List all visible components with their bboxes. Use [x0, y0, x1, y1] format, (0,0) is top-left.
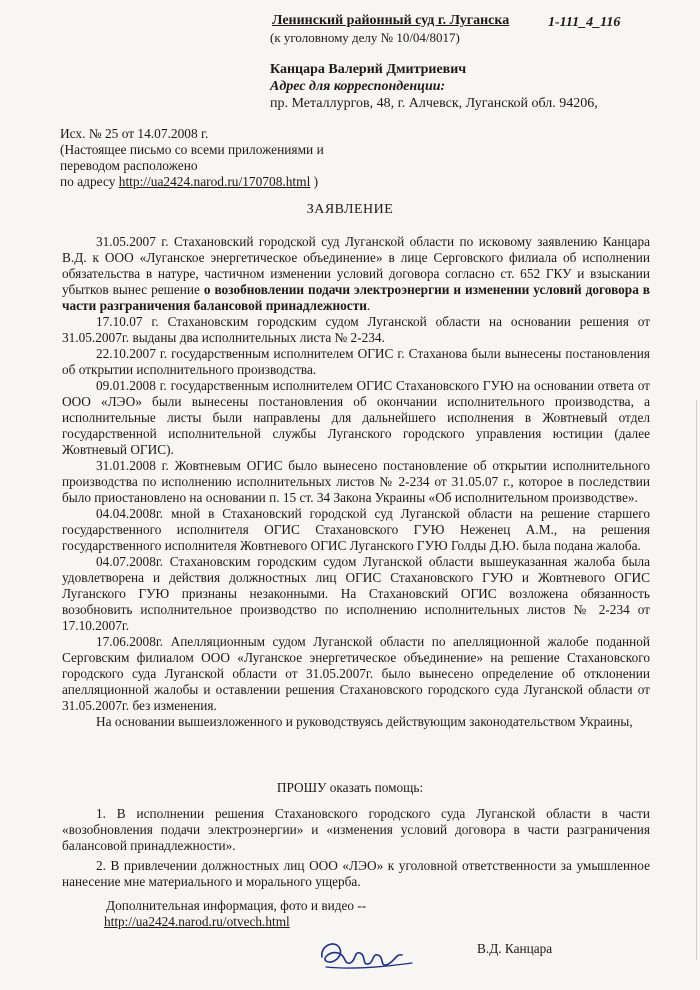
- paragraph: 09.01.2008 г. государственным исполнителем ОГИС Стахановского ГУЮ на основании ответа от ООО «ЛЭО» были вынесены постановления об окончании исполнительного производства, а исполнительные листы были направлены для дальнейшего исполнения в Жовтневый отдел государственной исполнительной службы Луганского городского управления юстиции (далее Жовтневый ОГИС).: [62, 378, 650, 457]
- paragraph-text: 31.05.2007 г. Стахановский городской суд Луганской области по исковому заявлению Канцара В.Д. к ООО «Луганское энергетическое объединение» в лице Серговского филиала об исполнении обязательства в натуре, частичном изменении условий договора согласно ст. 652 ГКУ и взыскании убытков вынес решение: [62, 234, 650, 297]
- handwritten-code: 1-111_4_116: [548, 15, 621, 30]
- sender-address: пр. Металлургов, 48, г. Алчевск, Луганской обл. 94206,: [270, 96, 598, 111]
- paragraph: 04.04.2008г. мной в Стахановский городской суд Луганской области на решение старшего государственного исполнителя ОГИС Стахановского ГУЮ Неженец А.М., на решения государственного исполнителя Жовтневого ОГИС Луганского ГУЮ Голды Д.Ю. была подана жалоба.: [62, 506, 650, 553]
- extra-info-link[interactable]: http://ua2424.narod.ru/otvech.html: [104, 914, 290, 929]
- court-name: Ленинский районный суд г. Луганска: [272, 13, 510, 28]
- outgoing-number: Исх. № 25 от 14.07.2008 г.: [60, 126, 209, 141]
- outgoing-url-suffix: ): [310, 174, 319, 189]
- signer-name: В.Д. Канцара: [477, 941, 553, 956]
- paragraph: 17.06.2008г. Апелляционным судом Луганской области по апелляционной жалобе поданной Серговским филиалом ООО «Луганское энергетическое объединение» на решение Стахановского городского суда Луганской области от 31.05.2007г. было вынесено определение об отклонении апелляционной жалобы и оставлении решения Стахановского городского суда Луганской области от 31.05.2007г. без изменения.: [62, 634, 650, 713]
- outgoing-url-line: [60, 174, 324, 190]
- paragraph: 31.01.2008 г. Жовтневым ОГИС было вынесено постановление об открытии исполнительного производства по исполнению исполнительных листов № 2-234 от 31.05.07 г., которое в последствии было приостановлено на основании п. 15 ст. 34 Закона Украины «Об исполнительном производстве».: [62, 458, 650, 505]
- outgoing-note-line: (Настоящее письмо со всеми приложениями и: [60, 142, 324, 157]
- scan-edge-line: [696, 400, 697, 960]
- paragraph-end: .: [366, 298, 371, 313]
- request-item: 2. В привлечении должностных лиц ООО «ЛЭО» к уголовной ответственности за умышленное нанесение мне материального и морального ущерба.: [62, 858, 650, 889]
- request-item: 1. В исполнении решения Стахановского городского суда Луганской области в части «возобновления подачи электроэнергии» и «изменения условий договора в части разграничения балансовой принадлежности».: [62, 806, 650, 853]
- paragraph: На основании вышеизложенного и руководствуясь действующим законодательством Украины,: [96, 714, 633, 729]
- sender-name: Канцара Валерий Дмитриевич: [270, 62, 467, 77]
- request-items: [62, 806, 650, 894]
- document-title: ЗАЯВЛЕНИЕ: [306, 202, 394, 217]
- signature-image: [316, 935, 418, 973]
- case-number: (к уголовному делу № 10/04/8017): [270, 30, 460, 45]
- paragraph: [62, 234, 650, 314]
- paragraph: 22.10.2007 г. государственным исполнителем ОГИС г. Стаханова были вынесены постановления об открытии исполнительного производства.: [62, 346, 650, 377]
- extra-info-label: Дополнительная информация, фото и видео --: [106, 898, 367, 913]
- outgoing-note-line: переводом расположено: [60, 158, 198, 173]
- address-label: Адрес для корреспонденции:: [270, 79, 446, 94]
- paragraph: 04.07.2008г. Стахановским городским судом Луганской области вышеуказанная жалоба была удовлетворена и действия должностных лиц ОГИС Стахановского ГУЮ и Жовтневого ОГИС Луганского ГУЮ признаны незаконными. На Стахановский ОГИС возложена обязанность возобновить исполнительное производство по исполнению исполнительных листов № 2-234 от 17.10.2007г.: [62, 554, 650, 633]
- outgoing-url-prefix: по адресу: [60, 174, 119, 189]
- outgoing-reference: [60, 126, 324, 190]
- paragraph-bold-text: о возобновлении подачи электроэнергии и изменении условий договора в части разграничения балансовой принадлежности: [62, 282, 650, 313]
- statement-body: [62, 234, 650, 730]
- request-heading: ПРОШУ оказать помощь:: [276, 780, 424, 795]
- paragraph: 17.10.07 г. Стахановским городским судом Луганской области на основании решения от 31.05.2007г. выданы два исполнительных листа № 2-234.: [62, 314, 650, 345]
- outgoing-url-link[interactable]: http://ua2424.narod.ru/170708.html: [118, 174, 311, 189]
